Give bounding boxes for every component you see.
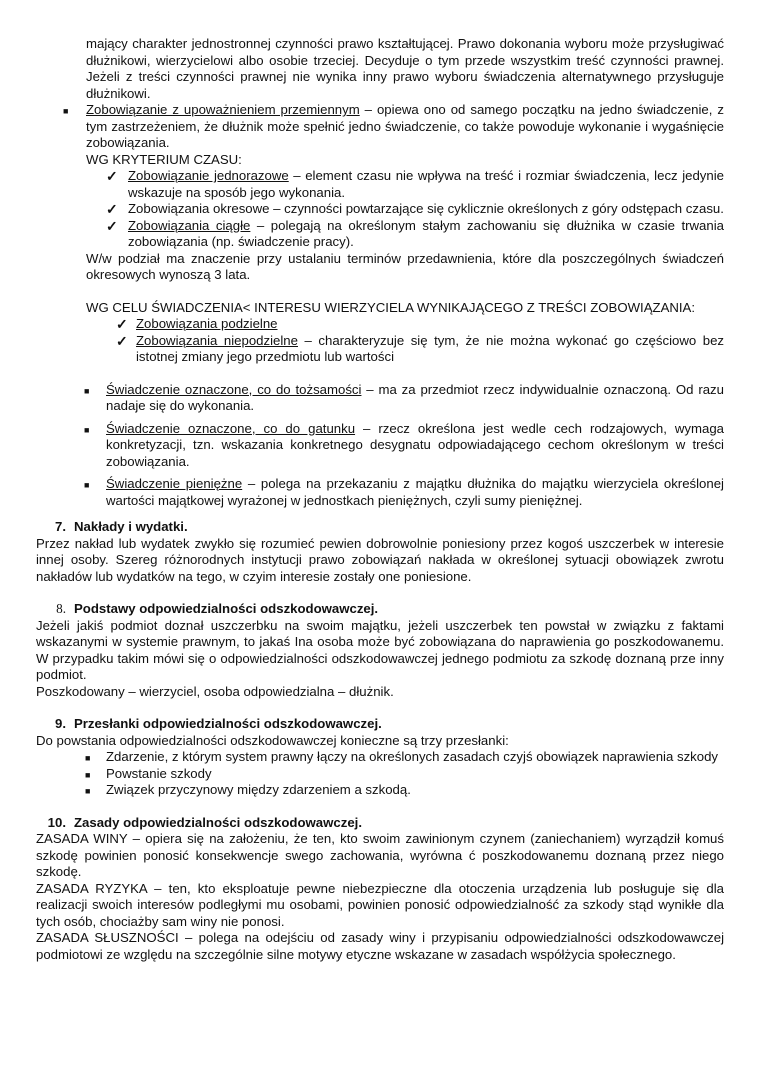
bullet-square-icon: ■ — [85, 786, 91, 796]
section-heading-9 — [36, 716, 724, 733]
bullet-square-icon: ■ — [84, 424, 90, 435]
paragraph-continuation: mający charakter jednostronnej czynności prawo kształtującej. Prawo dokonania wyboru może przysługiwać dłużnikowi, wierzycielowi albo osobie trzeciej. Decyduje o tym przede wszystkim treść czynności prawnej. Jeżeli z treści czynności prawnej nie wynika inny prawo wyboru świadczenia alternatywnego przysługuje dłużnikowi. — [86, 36, 724, 101]
checkmark-icon: ✓ — [106, 168, 118, 184]
bullet-square-icon: ■ — [85, 769, 91, 780]
list-item — [36, 749, 724, 766]
term-niepodzielne: Zobowiązania niepodzielne — [136, 332, 298, 348]
bullet-square-icon: ■ — [63, 106, 69, 116]
list-item — [36, 782, 724, 799]
section-title: Zasady odpowiedzialności odszkodowawczej. — [74, 814, 362, 830]
bullet-square-icon: ■ — [84, 385, 90, 396]
section-title: Przesłanki odpowiedzialności odszkodowawczej. — [74, 716, 382, 731]
term-przemienne: Zobowiązanie z upoważnieniem przemiennym — [86, 102, 360, 117]
bullet-item-gatunek — [36, 421, 724, 471]
section-number: 8. — [56, 601, 66, 616]
term-pieniezne: Świadczenie pieniężne — [106, 476, 243, 491]
zasada-slusznosci: ZASADA SŁUSZNOŚCI – polega na odejściu od zasady winy i przypisaniu odpowiedzialności odszkodowawczej podmiotowi ze względu na szczególnie silne motywy etyczne wskazane w zasadach współżycia społecznego. — [36, 930, 724, 962]
section-body-8b: Poszkodowany – wierzyciel, osoba odpowiedzialna – dłużnik. — [36, 683, 394, 699]
term-gatunek: Świadczenie oznaczone, co do gatunku — [106, 420, 356, 436]
section-number: 10. — [47, 814, 66, 830]
checkmark-icon: ✓ — [106, 217, 118, 234]
text-ciagle: – polegają na określonym stałym zachowaniu się dłużnika w czasie trwania zobowiązania (np. świadczenie pracy). — [128, 217, 724, 249]
zasada-ryzyka: ZASADA RYZYKA – ten, kto eksploatuje pewne niebezpieczne dla otoczenia urządzenia lub posługuje się dla realizacji swoich interesów podległymi mu osobami, powinien ponosić odpowiedzialność za szkody stąd wynikłe dla tych osób, chociażby sam winy nie ponosi. — [36, 880, 724, 929]
section-heading-8 — [36, 601, 724, 618]
term-tozsamosc: Świadczenie oznaczone, co do tożsamości — [106, 381, 362, 397]
list-item-text: Zdarzenie, z którym system prawny łączy na określonych zasadach czyjś obowiązek naprawienia szkody — [106, 749, 719, 764]
check-item — [36, 218, 724, 251]
document-page — [36, 36, 724, 963]
header-kryterium-czasu: WG KRYTERIUM CZASU: — [86, 151, 242, 167]
section-title: Nakłady i wydatki. — [74, 519, 188, 534]
bullet-item-tozsamosc — [36, 382, 724, 415]
list-item-text: Związek przyczynowy między zdarzeniem a szkodą. — [106, 782, 411, 797]
check-item — [36, 168, 724, 201]
term-ciagle: Zobowiązania ciągłe — [128, 217, 251, 233]
section-number: 9. — [55, 716, 66, 731]
text-jednorazowe: – element czasu nie wpływa na treść i rozmiar świadczenia, lecz jedynie wskazuje na sposób jego wykonania. — [128, 168, 724, 200]
bullet-square-icon: ■ — [84, 480, 90, 490]
checkmark-icon: ✓ — [116, 332, 128, 349]
list-item — [36, 766, 724, 783]
check-item — [36, 316, 724, 333]
bullet-item-pieniezne — [36, 476, 724, 509]
check-item — [36, 333, 724, 366]
text-okresowe: Zobowiązania okresowe – czynności powtarzające się cyklicznie określonych z góry odstępach czasu. — [128, 201, 724, 216]
section-heading-10 — [36, 815, 724, 832]
note-przedawnienie: W/w podział ma znaczenie przy ustalaniu terminów przedawnienia, które dla poszczególnych świadczeń okresowych wynoszą 3 lata. — [86, 250, 724, 282]
section-title: Podstawy odpowiedzialności odszkodowawczej. — [74, 601, 379, 616]
text-przemienne: – opiewa ono od samego początku na jedno świadczenie, z tym zastrzeżeniem, że dłużnik może spełnić jedno świadczenie, co także powoduje wykonanie i wygaśnięcie zobowiązania. — [86, 102, 724, 150]
bullet-square-icon: ■ — [85, 753, 91, 763]
checkmark-icon: ✓ — [116, 316, 128, 332]
checkmark-icon: ✓ — [106, 201, 118, 217]
text-pieniezne: – polega na przekazaniu z majątku dłużnika do majątku wierzyciela określonej wartości majątkowej wyrażonej w jednostkach pieniężnych, czyli sumy pieniężnej. — [106, 476, 724, 508]
section-number: 7. — [55, 519, 66, 534]
text-tozsamosc: – ma za przedmiot rzecz indywidualnie oznaczoną. Od razu nadaje się do wykonania. — [106, 381, 724, 413]
text-niepodzielne: – charakteryzuje się tym, że nie można wykonać go częściowo bez istotnej zmiany jego przedmiotu lub wartości — [136, 332, 725, 364]
check-item — [36, 201, 724, 218]
term-jednorazowe: Zobowiązanie jednorazowe — [128, 168, 289, 183]
zasada-winy: ZASADA WINY – opiera się na założeniu, że ten, kto swoim zawinionym czynem (zaniechaniem) wyrządził komuś szkodę powinien ponosić konsekwencje swego zachowania, wyrówna ć poszkodowanemu doznaną przez niego szkodę. — [36, 831, 724, 879]
section-intro-9: Do powstania odpowiedzialności odszkodowawczej konieczne są trzy przesłanki: — [36, 732, 509, 748]
list-item-text: Powstanie szkody — [106, 765, 212, 781]
header-cel-swiadczenia: WG CELU ŚWIADCZENIA< INTERESU WIERZYCIELA WYNIKAJĄCEGO Z TREŚCI ZOBOWIĄZANIA: — [86, 299, 696, 315]
text-gatunek: – rzecz określona jest wedle cech rodzajowych, wymaga konkretyzacji, tzn. wskazania konkretnego desygnatu odpowiadającego cechom określonym w treści zobowiązania. — [106, 420, 725, 469]
section-body-7: Przez nakład lub wydatek zwykło się rozumieć pewien dobrowolnie poniesiony przez kogoś uszczerbek w interesie innej osoby. Szereg różnorodnych instytucji prawo zobowiązań nakłada w określonej sytuacji obowiązek zwrotu nakładów lub wydatków na tego, w czyim interesie zostały one poniesione. — [36, 535, 724, 584]
section-heading-7 — [36, 519, 724, 536]
term-podzielne: Zobowiązania podzielne — [136, 316, 278, 331]
bullet-item-przemienne — [36, 102, 724, 152]
section-body-8: Jeżeli jakiś podmiot doznał uszczerbku na swoim majątku, jeżeli uszczerbek ten powstał w związku z faktami wskazanymi w systemie prawnym, to jakaś Ina osoba może być zobowiązana do naprawienia go poszkodowanemu. W przypadku takim mówi się o odpowiedzialności odszkodowawczej jednego podmiotu za szkodę doznaną prze inny podmiot. — [36, 617, 724, 682]
